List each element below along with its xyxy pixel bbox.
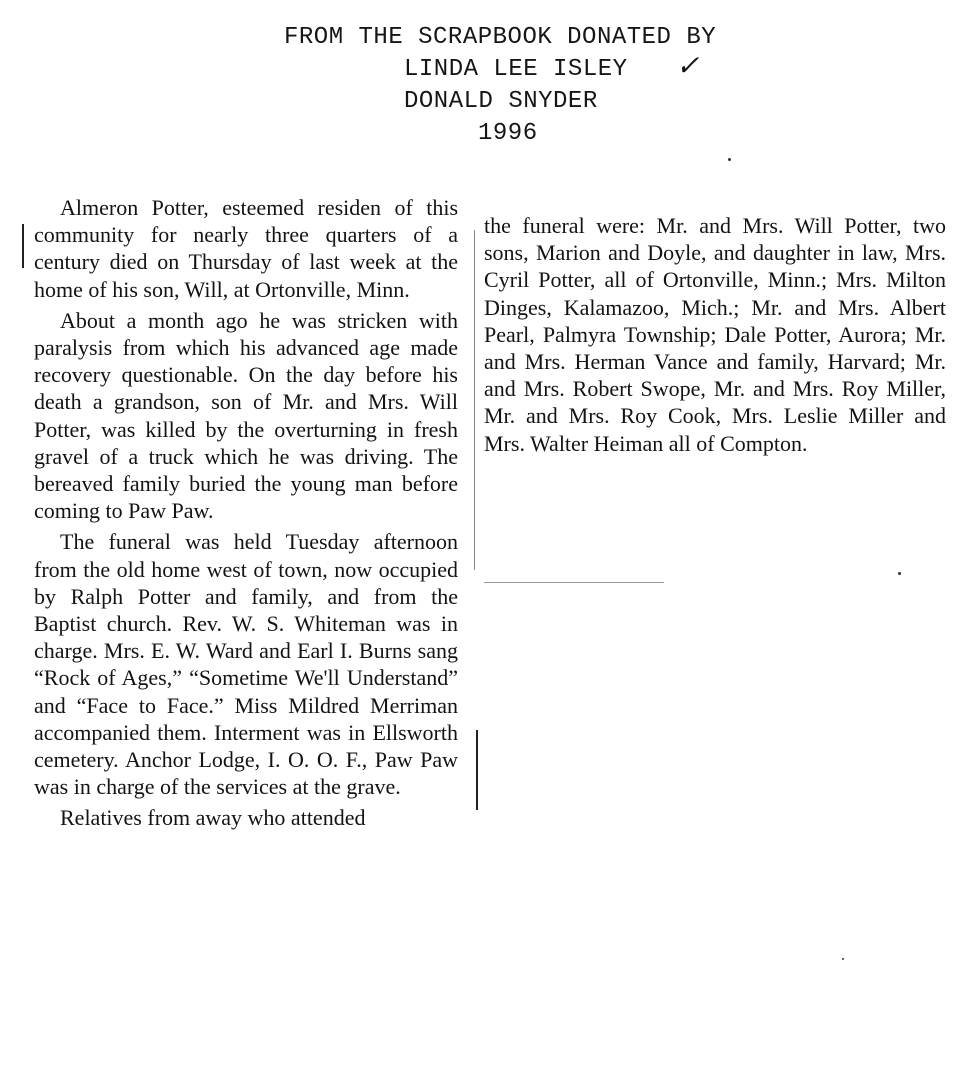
article-paragraph: Almeron Potter, esteemed residen of this community for nearly three quarters of a century died on Thursday of last week at the home of his son, Will, at Ortonville, Minn. [34,195,458,302]
header-line-year: 1996 [478,120,538,147]
speck [728,158,731,161]
speck [898,572,901,575]
header-line-donated-by: FROM THE SCRAPBOOK DONATED BY [284,24,717,51]
article-column-left [34,194,458,832]
column-divider [474,230,475,570]
article-paragraph: About a month ago he was stricken with paralysis from which his advanced age made recovery questionable. On the day before his death a grandson, son of Mr. and Mrs. Will Potter, was killed by the overturning in fresh gravel of a truck which he was driving. The bereaved family buried the young man before coming to Paw Paw. [34,307,458,524]
header-line-donor-1: LINDA LEE ISLEY [404,56,628,83]
header-line-donor-2: DONALD SNYDER [404,88,598,115]
column-divider-lower [476,730,478,810]
clipping-edge-right [484,582,664,583]
handwritten-check-mark: ✓ [676,49,700,82]
article-paragraph: Relatives from away who attended [60,805,366,831]
article-paragraph: The funeral was held Tuesday afternoon from the old home west of town, now occupied by Ralph Potter and family, and from the Baptist church. Rev. W. S. Whiteman was in charge. Mrs. E. W. Ward and Earl I. Burns sang “Rock of Ages,” “Sometime We'll Understand” and “Face to Face.” Miss Mildred Merriman accompanied them. Interment was in Ellsworth cemetery. Anchor Lodge, I. O. O. F., Paw Paw was in charge of the services at the grave. [34,529,458,800]
speck [842,958,844,960]
article-paragraph: the funeral were: Mr. and Mrs. Will Potter, two sons, Marion and Doyle, and daughter in law, Mrs. Cyril Potter, all of Ortonville, Minn.; Mrs. Milton Dinges, Kalamazoo, Mich.; Mr. and Mrs. Albert Pearl, Palmyra Township; Dale Potter, Aurora; Mr. and Mrs. Herman Vance and family, Harvard; Mr. and Mrs. Robert Swope, Mr. and Mrs. Roy Miller, Mr. and Mrs. Roy Cook, Mrs. Leslie Miller and Mrs. Walter Heiman all of Compton. [484,213,946,456]
article-column-right [484,212,946,457]
column-edge-left [22,224,24,268]
